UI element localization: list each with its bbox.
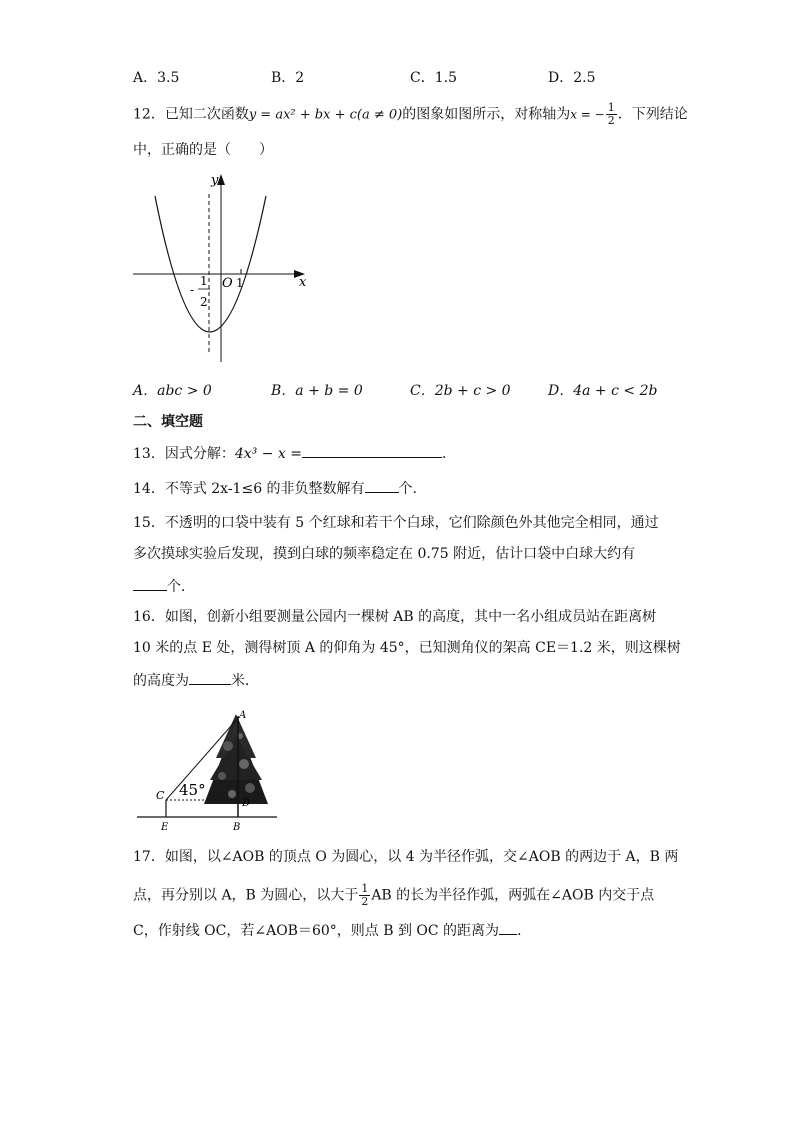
- q12-option-b: B．a + b = 0: [271, 383, 363, 399]
- label-a: A: [239, 710, 247, 721]
- label-b: B: [233, 822, 241, 833]
- label-c: C: [156, 789, 165, 802]
- q15-answer-blank: [133, 576, 167, 591]
- x-label: x: [299, 275, 307, 290]
- q17-line1: 17．如图，以∠AOB 的顶点 O 为圆心，以 4 为半径作弧，交∠AOB 的两边于 A，B 两: [133, 849, 679, 865]
- one-label: 1: [236, 276, 244, 290]
- q12-stem-line2: 中，正确的是（ ）: [133, 142, 273, 158]
- q15-line3: 个．: [133, 576, 195, 596]
- q16-line3: 的高度为 米．: [133, 670, 259, 690]
- parabola-curve: [155, 196, 266, 332]
- tree-icon: [204, 714, 268, 804]
- q16-line2: 10 米的点 E 处，测得树顶 A 的仰角为 45°，已知测角仪的架高 CE＝1.2 米，则这棵树: [133, 640, 681, 656]
- q11-option-b: B．2: [271, 70, 305, 86]
- neg-half-den: 2: [200, 295, 208, 309]
- q16-line1: 16．如图，创新小组要测量公园内一棵树 AB 的高度，其中一名小组成员站在距离树: [133, 609, 657, 625]
- q12-stem-line1: 12．已知二次函数y = ax² + bx + c(a ≠ 0)的图象如图所示，对称轴为x = − $\frac{1}{2}$ ．下列结论: [133, 101, 688, 127]
- neg-half-num: 1: [200, 274, 208, 288]
- q11-option-d: D．2.5: [548, 70, 596, 86]
- y-label: y: [211, 173, 219, 188]
- tree-figure: [132, 706, 282, 834]
- neg-half-sign: -: [190, 283, 195, 297]
- q12-option-a: A．abc > 0: [133, 383, 212, 399]
- section-fill-in-blank: 二、填空题: [133, 414, 203, 430]
- q15-line2: 多次摸球实验后发现，摸到白球的频率稳定在 0.75 附近，估计口袋中白球大约有: [133, 546, 636, 562]
- q16-answer-blank: [189, 670, 231, 685]
- label-d: D: [242, 798, 251, 809]
- angle-label: 45°: [179, 781, 206, 799]
- q17-answer-blank: [499, 920, 517, 935]
- q12-option-c: C．2b + c > 0: [410, 383, 511, 399]
- label-e: E: [161, 822, 169, 833]
- q17-line2: 点，再分别以 A，B 为圆心，以大于 $\frac{1}{2}$ AB 的长为半径作弧，两弧在∠AOB 内交于点: [133, 882, 655, 908]
- q17-line3: C，作射线 OC，若∠AOB＝60°，则点 B 到 OC 的距离为 ．: [133, 920, 531, 940]
- parabola-graph: [125, 168, 315, 368]
- q11-option-c: C．1.5: [410, 70, 457, 86]
- q15-line1: 15．不透明的口袋中装有 5 个红球和若干个白球，它们除颜色外其他完全相同，通过: [133, 515, 659, 531]
- q11-option-a: A．3.5: [133, 70, 180, 86]
- q14: 14．不等式 2x-1≤6 的非负整数解有 个.: [133, 478, 417, 498]
- q12-option-d: D．4a + c < 2b: [548, 383, 658, 399]
- q13: 13．因式分解：4x³ − x = .: [133, 443, 446, 463]
- q14-answer-blank: [365, 478, 399, 493]
- q13-answer-blank: [302, 443, 442, 458]
- origin-label: O: [222, 276, 233, 291]
